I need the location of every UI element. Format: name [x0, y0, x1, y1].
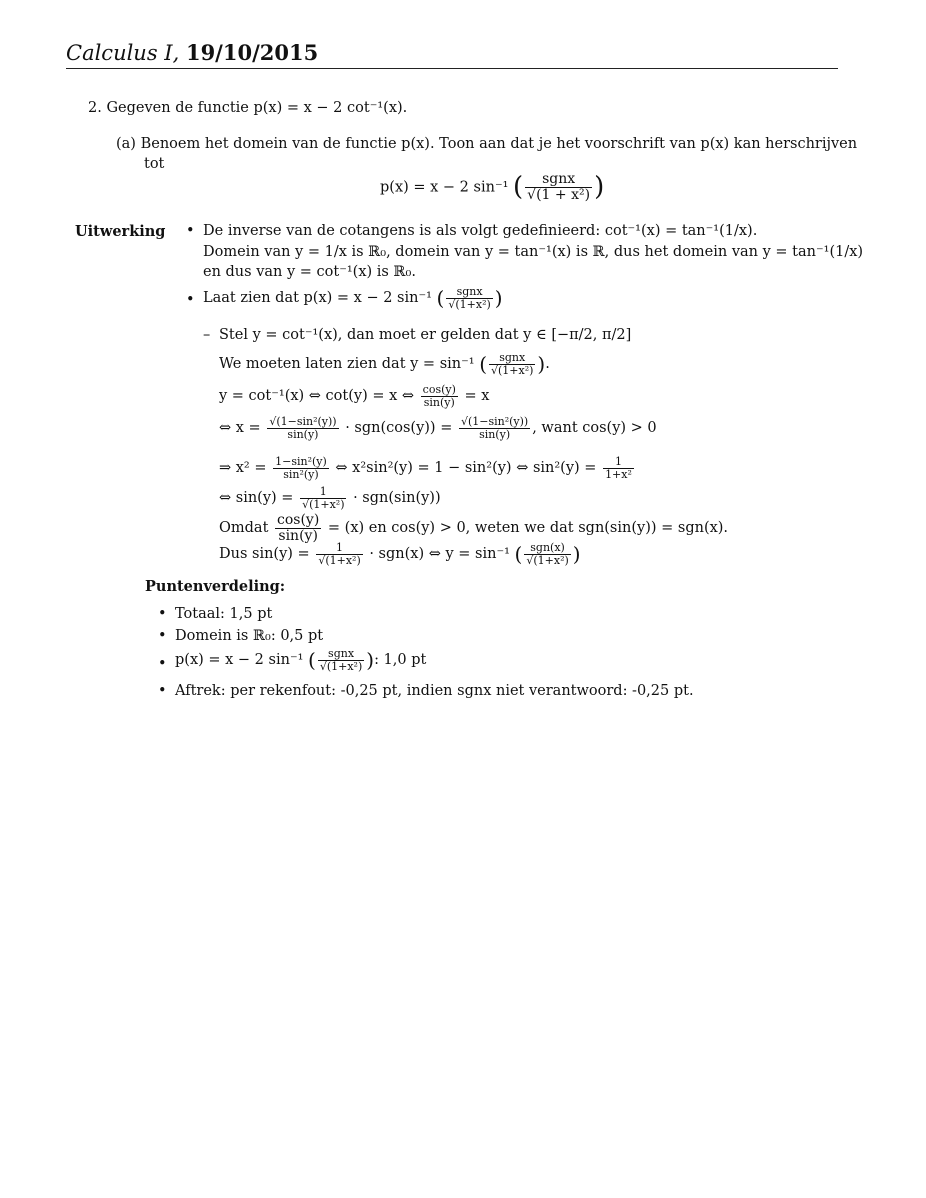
frac-den: sin(y) — [287, 427, 319, 441]
step-8-a: Dus sin(y) = — [219, 546, 310, 563]
step-7 — [219, 513, 728, 543]
step-4-c: , want cos(y) > 0 — [532, 420, 657, 437]
open-paren: ( — [436, 286, 445, 311]
step-1-interval: [−π/2, π/2] — [551, 327, 632, 343]
step-2-fraction — [489, 352, 535, 376]
frac-den: 1+x² — [605, 467, 632, 481]
part-a-line-1 — [116, 136, 857, 153]
step-3-b: = x — [464, 388, 490, 405]
close-paren: ) — [494, 286, 503, 311]
step-7-b: = (x) en cos(y) > 0, weten we dat sgn(sin(y)) = sgn(x). — [327, 520, 729, 537]
frac-num: √(1−sin²(y)) — [269, 415, 337, 428]
close-paren: ) — [537, 352, 546, 377]
display-fraction — [525, 172, 592, 202]
dash: – — [203, 327, 211, 343]
frac-num: sgnx — [318, 648, 364, 661]
step-7-fraction — [275, 513, 321, 543]
step-5-b: ⇔ x²sin²(y) = 1 − sin²(y) ⇔ sin²(y) = — [335, 460, 597, 477]
step-8-fraction-2 — [524, 542, 570, 566]
step-4-fraction-2 — [459, 416, 530, 440]
step-6-b: · sgn(sin(y)) — [353, 490, 441, 507]
points-item-3-fraction — [318, 648, 364, 672]
step-5-fraction-2 — [603, 456, 634, 480]
step-3-fraction — [421, 384, 458, 408]
frac-den: √(1+x²) — [319, 659, 363, 673]
frac-num: cos(y) — [277, 512, 320, 528]
points-item-1: Totaal: 1,5 pt — [175, 606, 273, 622]
open-paren: ( — [514, 542, 523, 567]
display-den: √(1 + x²) — [527, 187, 591, 204]
close-paren: ) — [594, 172, 605, 202]
exam-date: 19/10/2015 — [185, 40, 319, 65]
frac-den: √(1+x²) — [491, 363, 534, 377]
step-2: We moeten laten zien dat y = sin⁻¹ ( $\frac{\text{sgnx}}{\text{√(1+x²)}}$ ). — [219, 351, 550, 377]
open-paren: ( — [479, 352, 487, 377]
step-5-a: ⇒ x² = — [219, 460, 267, 477]
step-3-a: y = cot⁻¹(x) ⇔ cot(y) = x ⇔ — [219, 388, 415, 405]
display-formula — [380, 172, 604, 203]
frac-den: √(1+x²) — [302, 497, 345, 511]
frac-num: 1 — [300, 486, 346, 499]
step-6 — [219, 486, 441, 510]
frac-den: √(1+x²) — [448, 297, 491, 311]
part-a-line-2: tot — [144, 156, 165, 172]
bullet: • — [158, 656, 167, 672]
bullet1-line2: Domein van y = 1/x is ℝ₀, domein van y = tan⁻¹(x) is ℝ, dus het domein van y = tan⁻¹(1/x) — [203, 244, 864, 260]
frac-num: sgnx — [489, 352, 535, 365]
step-4-fraction-1 — [267, 416, 338, 440]
step-5-fraction-1 — [273, 456, 329, 480]
step-6-fraction — [300, 486, 346, 510]
frac-den: sin(y) — [479, 427, 511, 441]
bullet2-fraction — [446, 286, 492, 310]
frac-den: sin²(y) — [283, 467, 319, 481]
part-text-1: Benoem het domein van de functie p(x). Toon aan dat je het voorschrift van p(x) kan herschrijven — [140, 136, 858, 152]
frac-num: 1 — [316, 542, 362, 555]
close-paren: ) — [572, 542, 581, 567]
step-8-b: · sgn(x) ⇔ y = sin⁻¹ — [369, 546, 510, 563]
frac-den: sin(y) — [423, 395, 455, 409]
frac-num: √(1−sin²(y)) — [460, 415, 529, 428]
points-title: Puntenverdeling: — [145, 578, 286, 595]
step-4 — [219, 416, 657, 440]
solution-label: Uitwerking — [75, 223, 166, 240]
question-text: Gegeven de functie p(x) = x − 2 cot⁻¹(x). — [106, 100, 408, 116]
frac-den: √(1+x²) — [526, 553, 569, 567]
step-7-a: Omdat — [219, 520, 269, 537]
page-header — [66, 40, 838, 69]
frac-num: sgn(x) — [524, 542, 570, 555]
points-item-4: Aftrek: per rekenfout: -0,25 pt, indien sgnx niet verantwoord: -0,25 pt. — [175, 683, 694, 699]
bullet: • — [158, 683, 167, 699]
step-1-text: Stel y = cot⁻¹(x), dan moet er gelden dat y ∈ — [219, 327, 547, 343]
bullet: • — [158, 628, 167, 644]
step-2-text: We moeten laten zien dat y = sin⁻¹ — [219, 356, 475, 373]
open-paren: ( — [308, 648, 316, 673]
display-num: sgnx — [525, 172, 592, 188]
points-item-3-a: p(x) = x − 2 sin⁻¹ — [175, 652, 304, 669]
step-1 — [219, 327, 631, 344]
step-4-b: · sgn(cos(y)) = — [345, 420, 453, 437]
display-lhs: p(x) = x − 2 sin⁻¹ — [380, 179, 509, 196]
course-title: Calculus I, — [66, 41, 180, 65]
close-paren: ) — [366, 648, 375, 673]
step-8 — [219, 542, 581, 566]
step-4-a: ⇔ x = — [219, 420, 261, 437]
frac-den: √(1+x²) — [318, 553, 361, 567]
bullet2-text: Laat zien dat p(x) = x − 2 sin⁻¹ — [203, 290, 432, 307]
open-paren: ( — [513, 172, 524, 202]
step-3 — [219, 384, 489, 408]
bullet1-line3: en dus van y = cot⁻¹(x) is ℝ₀. — [203, 264, 416, 280]
step-6-a: ⇔ sin(y) = — [219, 490, 294, 507]
bullet: • — [186, 292, 195, 308]
points-item-2: Domein is ℝ₀: 0,5 pt — [175, 628, 324, 644]
points-item-3-b: : 1,0 pt — [374, 652, 427, 669]
points-item-3 — [175, 648, 426, 672]
question-number: 2. — [88, 100, 102, 116]
step-8-fraction-1 — [316, 542, 362, 566]
frac-num: 1 — [603, 456, 634, 469]
frac-num: cos(y) — [422, 383, 456, 396]
bullet2-line — [203, 286, 503, 310]
bullet1-line1: De inverse van de cotangens is als volgt gedefinieerd: cot⁻¹(x) = tan⁻¹(1/x). — [203, 223, 758, 239]
bullet: • — [186, 223, 195, 239]
frac-num: 1−sin²(y) — [275, 455, 327, 468]
bullet: • — [158, 606, 167, 622]
frac-den: sin(y) — [278, 527, 318, 544]
part-label: (a) — [116, 136, 136, 152]
step-5 — [219, 456, 636, 480]
frac-num: sgnx — [446, 286, 492, 299]
question-line — [88, 100, 407, 117]
